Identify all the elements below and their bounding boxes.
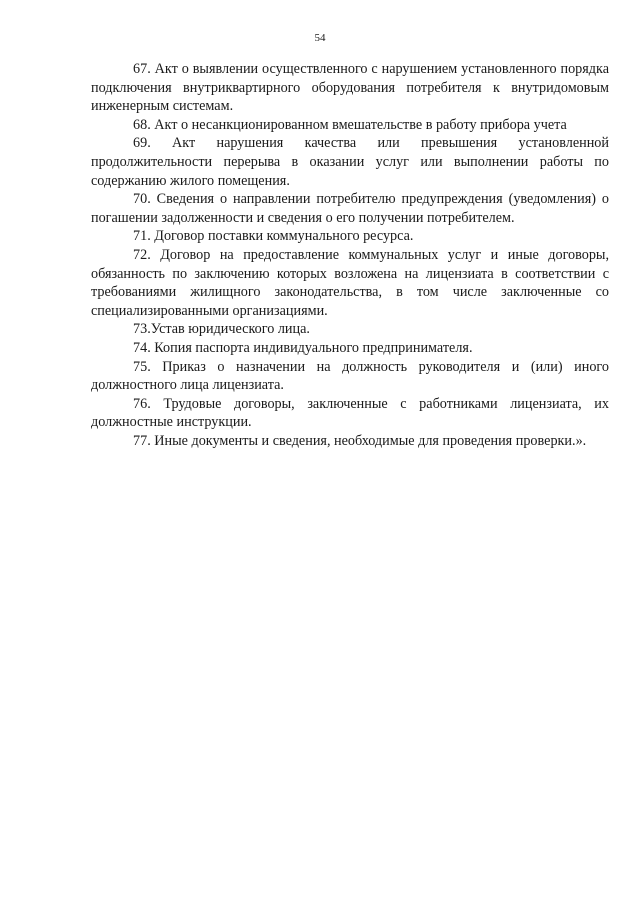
list-item-77: 77. Иные документы и сведения, необходимые для проведения проверки.». xyxy=(133,432,587,449)
list-item-75: 75. Приказ о назначении на должность руководителя и (или) иного должностного лица лицензиата. xyxy=(91,358,609,394)
document-body xyxy=(91,60,609,450)
list-item-71: 71. Договор поставки коммунального ресурса. xyxy=(133,228,414,245)
list-item-72: 72. Договор на предоставление коммунальных услуг и иные договоры, обязанность по заключению которых возложена на лицензиата в соответствии с требованиями жилищного законодательства, в том числе заключенные со специализированными организациями. xyxy=(91,246,609,319)
page-number: 54 xyxy=(314,32,326,44)
list-item-68: 68. Акт о несанкционированном вмешательстве в работу прибора учета xyxy=(133,116,567,133)
list-item-76: 76. Трудовые договоры, заключенные с работниками лицензиата, их должностные инструкции. xyxy=(91,395,609,431)
list-item-73: 73.Устав юридического лица. xyxy=(133,321,310,338)
list-item-67: 67. Акт о выявлении осуществленного с нарушением установленного порядка подключения внутриквартирного оборудования потребителя к внутридомовым инженерным системам. xyxy=(91,61,609,115)
list-item-70: 70. Сведения о направлении потребителю предупреждения (уведомления) о погашении задолженности и сведения о его получении потребителем. xyxy=(91,191,609,226)
list-item-74: 74. Копия паспорта индивидуального предпринимателя. xyxy=(133,339,473,356)
list-item-69: 69. Акт нарушения качества или превышения установленной продолжительности перерыва в оказании услуг или выполнении работы по содержанию жилого помещения. xyxy=(91,135,609,189)
